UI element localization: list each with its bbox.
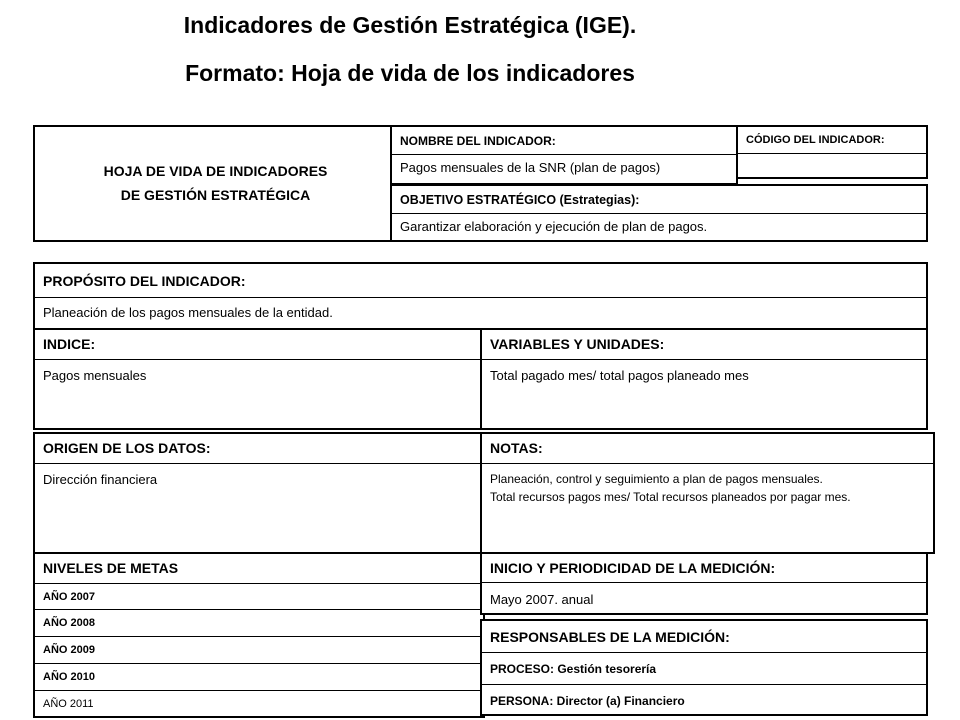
proposito-value: Planeación de los pagos mensuales de la entidad. [43,305,333,320]
objetivo-box [390,184,928,242]
responsables-persona: PERSONA: Director (a) Financiero [490,694,685,708]
origen-label: ORIGEN DE LOS DATOS: [35,434,483,464]
metas-year-2009: AÑO 2009 [35,637,483,664]
responsables-label: RESPONSABLES DE LA MEDICIÓN: [482,621,926,653]
responsables-proceso: PROCESO: Gestión tesorería [482,653,926,685]
responsables-box [480,619,928,716]
codigo-indicador-value [738,154,926,166]
variables-box [480,328,928,430]
metas-year-2008: AÑO 2008 [35,610,483,637]
origen-value: Dirección financiera [43,472,158,487]
metas-box [33,552,485,718]
notas-value-1: Planeación, control y seguimiento a plan de pagos mensuales. [490,472,823,486]
variables-label: VARIABLES Y UNIDADES: [482,330,926,360]
objetivo-value: Garantizar elaboración y ejecución de plan de pagos. [400,219,708,234]
notas-value-2: Total recursos pagos mes/ Total recursos planeados por pagar mes. [490,490,851,505]
inicio-box [480,552,928,615]
nombre-indicador-value: Pagos mensuales de la SNR (plan de pagos) [400,160,661,175]
indice-box [33,328,485,430]
page-subtitle: Formato: Hoja de vida de los indicadores [185,60,635,86]
header-card-line1: HOJA DE VIDA DE INDICADORES [103,162,328,179]
metas-year-2011: AÑO 2011 [43,697,94,710]
objetivo-label: OBJETIVO ESTRATÉGICO (Estrategias): [392,186,926,214]
inicio-label: INICIO Y PERIODICIDAD DE LA MEDICIÓN: [482,554,926,583]
codigo-indicador-label: CÓDIGO DEL INDICADOR: [738,127,926,154]
metas-label: NIVELES DE METAS [35,554,483,584]
indice-label: INDICE: [35,330,483,360]
inicio-value: Mayo 2007. anual [490,592,594,607]
nombre-indicador-box [390,125,738,185]
notas-label: NOTAS: [482,434,933,464]
metas-year-2007: AÑO 2007 [35,584,483,610]
nombre-indicador-label: NOMBRE DEL INDICADOR: [392,127,736,155]
proposito-box [33,262,928,330]
page-title: Indicadores de Gestión Estratégica (IGE). [183,12,637,38]
header-card [33,125,398,242]
origen-box [33,432,485,554]
metas-year-2010: AÑO 2010 [35,664,483,691]
proposito-label: PROPÓSITO DEL INDICADOR: [35,264,926,298]
indice-value: Pagos mensuales [43,368,147,383]
codigo-indicador-box [736,125,928,179]
variables-value: Total pagado mes/ total pagos planeado mes [490,368,749,383]
notas-box [480,432,935,554]
header-card-line2: DE GESTIÓN ESTRATÉGICA [120,186,311,203]
